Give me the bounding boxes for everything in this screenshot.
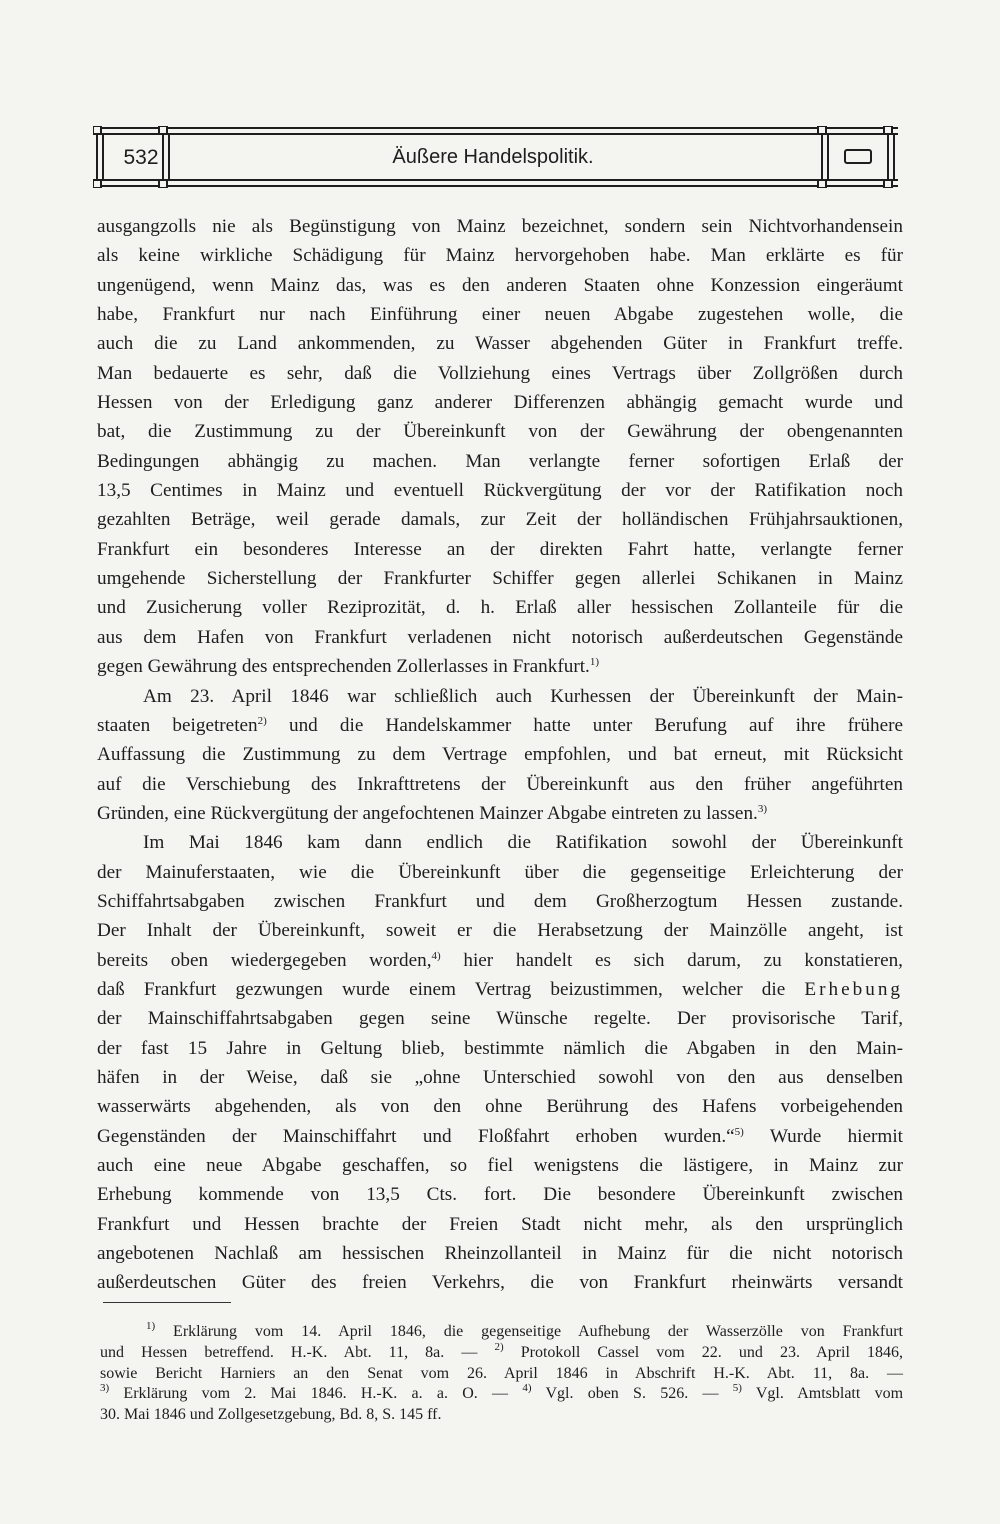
text-line: Hessen von der Erledigung ganz anderer Differenzen abhängig gemacht wurde und	[97, 392, 903, 414]
text-line	[97, 1122, 903, 1151]
text-fragment: Vgl. Amtsblatt vom	[755, 1385, 904, 1403]
footnote-mark: 5)	[734, 1125, 744, 1138]
text-fragment: und die Handelskammer hatte unter Berufung auf ihre frühere	[288, 714, 903, 736]
text-line: habe, Frankfurt nur nach Einführung einer neuen Abgabe zugestehen wolle, die	[97, 304, 903, 326]
text-line: der fast 15 Jahre in Geltung blieb, bestimmte nämlich die Abgaben in den Main-	[97, 1037, 903, 1059]
footnote-mark: 2)	[257, 714, 267, 727]
text-line	[97, 799, 903, 828]
text-line: Auffassung die Zustimmung zu dem Vertrage empfohlen, und bat erneut, mit Rücksicht	[97, 744, 903, 766]
emphasized-word: Erhebung	[804, 978, 904, 1000]
text-line: der Mainuferstaaten, wie die Übereinkunft über die gegenseitige Erleichterung der	[97, 861, 903, 883]
text-fragment: staaten beigetreten	[97, 714, 258, 736]
footnote-mark: 2)	[494, 1340, 504, 1353]
text-line: und Zusicherung voller Reziprozität, d. h. Erlaß aller hessischen Zollanteile für die	[97, 597, 903, 619]
paragraph-start-line: Im Mai 1846 kam dann endlich die Ratifikation sowohl der Übereinkunft	[143, 832, 903, 854]
text-line: Der Inhalt der Übereinkunft, soweit er die Herabsetzung der Mainzölle angeht, ist	[97, 920, 903, 942]
footnote-separator	[103, 1302, 231, 1303]
footnote-line: 30. Mai 1846 und Zollgesetzgebung, Bd. 8, S. 145 ff.	[100, 1406, 442, 1424]
footnote-mark: 4)	[431, 949, 441, 962]
text-line: 13,5 Centimes in Mainz und eventuell Rückvergütung der vor der Ratifikation noch	[97, 480, 903, 502]
body-text	[97, 212, 903, 1298]
running-title: Äußere Handelspolitik.	[392, 146, 594, 168]
text-fragment: Erklärung vom 14. April 1846, die gegenseitige Aufhebung der Wasserzölle von Frankfurt	[173, 1323, 903, 1340]
text-line: umgehende Sicherstellung der Frankfurter Schiffer gegen allerlei Schikanen in Mainz	[97, 568, 903, 590]
text-fragment: und Hessen betreffend. H.-K. Abt. 11, 8a. —	[100, 1343, 478, 1361]
text-fragment: Protokoll Cassel vom 22. und 23. April 1846,	[520, 1343, 904, 1361]
text-line: häfen in der Weise, daß sie „ohne Unterschied sowohl von den aus denselben	[97, 1066, 903, 1088]
text-line: außerdeutschen Güter des freien Verkehrs, die von Frankfurt rheinwärts versandt	[97, 1272, 903, 1294]
text-fragment: Wurde hiermit	[769, 1125, 903, 1147]
text-line: ungenügend, wenn Mainz das, was es den anderen Staaten ohne Konzession eingeräumt	[97, 274, 903, 296]
footnote-line	[100, 1340, 904, 1364]
text-fragment: Erklärung vom 2. Mai 1846. H.-K. a. a. O. —	[123, 1385, 509, 1403]
text-line	[97, 975, 903, 1004]
text-line	[97, 711, 903, 740]
text-line: Man bedauerte es sehr, daß die Vollziehung eines Vertrags über Zollgrößen durch	[97, 362, 903, 384]
text-line	[97, 652, 903, 681]
text-line: ausgangzolls nie als Begünstigung von Mainz bezeichnet, sondern sein Nichtvorhandensein	[97, 216, 903, 237]
text-line: Bedingungen abhängig zu machen. Man verlangte ferner sofortigen Erlaß der	[97, 450, 903, 472]
text-line	[97, 946, 903, 975]
footnote-mark: 3)	[100, 1382, 110, 1395]
footnote-mark: 5)	[732, 1382, 742, 1395]
footnotes	[100, 1322, 903, 1426]
text-line: auch die zu Land ankommenden, zu Wasser abgehenden Güter in Frankfurt treffe.	[97, 333, 903, 355]
footnote-mark: 1)	[589, 656, 600, 669]
text-line: angebotenen Nachlaß am hessischen Rheinzollanteil in Mainz für die nicht notorisch	[97, 1243, 903, 1265]
footnote-mark: 4)	[522, 1382, 532, 1395]
text-line: der Mainschiffahrtsabgaben gegen seine Wünsche regelte. Der provisorische Tarif,	[97, 1008, 903, 1030]
text-line: Frankfurt ein besonderes Interesse an der direkten Fahrt hatte, verlangte ferner	[97, 538, 903, 560]
text-line: bat, die Zustimmung zu der Übereinkunft von der Gewährung der obengenannten	[97, 421, 903, 443]
footnote-mark: 3)	[757, 802, 768, 815]
footnote-line	[100, 1384, 903, 1405]
text-line: auch eine neue Abgabe geschaffen, so fiel wenigstens die lästigere, in Mainz zur	[97, 1155, 903, 1176]
text-fragment: Gegenständen der Mainschiffahrt und Floßfahrt erhoben wurden.“	[97, 1125, 735, 1147]
text-fragment: daß Frankfurt gezwungen wurde einem Vertrag beizustimmen, welcher die	[97, 978, 786, 1000]
text-fragment: gegen Gewährung des entsprechenden Zollerlasses in Frankfurt.	[97, 656, 590, 678]
footnote-line: sowie Bericht Harniers an den Senat vom 26. April 1846 in Abschrift H.-K. Abt. 11, 8a. —	[100, 1364, 903, 1382]
text-line: Schiffahrtsabgaben zwischen Frankfurt und dem Großherzogtum Hessen zustande.	[97, 890, 903, 912]
text-line: Frankfurt und Hessen brachte der Freien Stadt nicht mehr, als den ursprünglich	[97, 1213, 903, 1235]
footnote-mark: 1)	[146, 1320, 156, 1332]
text-line: Erhebung kommende von 13,5 Cts. fort. Die besondere Übereinkunft zwischen	[97, 1184, 903, 1206]
footnote-line	[100, 1322, 903, 1343]
text-line: gezahlten Beträge, weil gerade damals, zur Zeit der holländischen Frühjahrsauktionen,	[97, 509, 903, 531]
text-line: wasserwärts abgehenden, als von den ohne Berührung des Hafens vorbeigehenden	[97, 1096, 903, 1118]
text-fragment: Gründen, eine Rückvergütung der angefochtenen Mainzer Abgabe eintreten zu lassen.	[97, 802, 758, 824]
text-line: aus dem Hafen von Frankfurt verladenen nicht notorisch außerdeutschen Gegenstände	[97, 626, 903, 648]
text-fragment: Vgl. oben S. 526. —	[545, 1385, 719, 1403]
page-header	[93, 126, 898, 188]
text-line: auf die Verschiebung des Inkrafttretens der Übereinkunft aus den früher angeführten	[97, 773, 903, 795]
text-fragment: hier handelt es sich darum, zu konstatieren,	[463, 949, 903, 971]
text-line: als keine wirkliche Schädigung für Mainz hervorgehoben habe. Man erklärte es für	[97, 245, 903, 267]
page-number: 532	[123, 146, 159, 169]
paragraph-start-line: Am 23. April 1846 war schließlich auch Kurhessen der Übereinkunft der Main-	[143, 685, 903, 707]
text-fragment: bereits oben wiedergegeben worden,	[97, 949, 432, 971]
